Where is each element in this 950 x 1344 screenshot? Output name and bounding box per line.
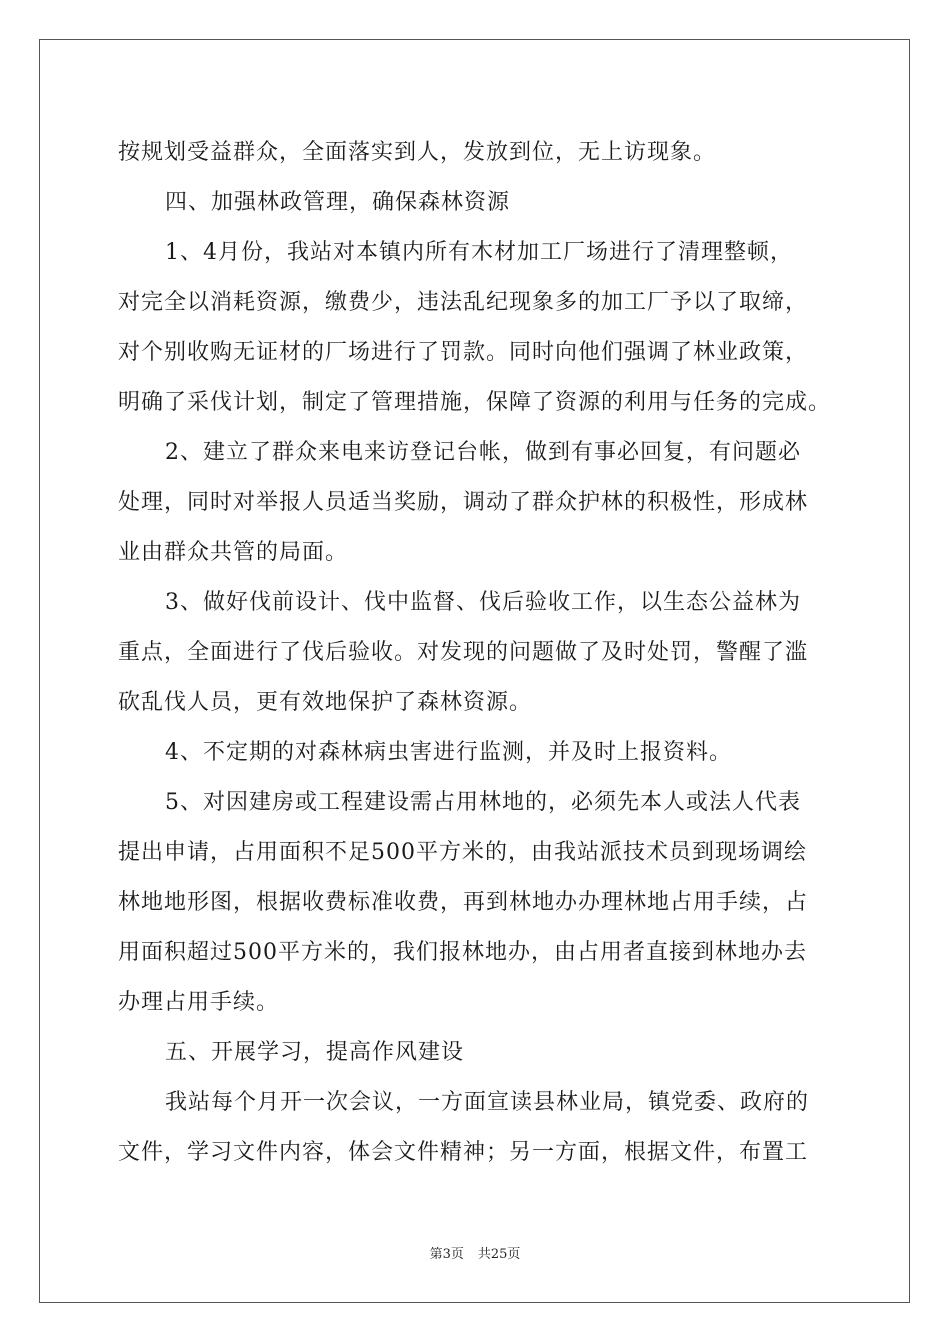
text-line-6: 明确了采伐计划，制定了管理措施，保障了资源的利用与任务的完成。	[118, 390, 832, 415]
text-line-9: 业由群众共管的局面。	[118, 540, 349, 565]
page-footer	[0, 1243, 950, 1262]
text-line-15: 提出申请，占用面积不足500平方米的，由我站派技术员到现场调绘	[118, 840, 807, 865]
text-line-16: 林地地形图，根据收费标准收费，再到林地办办理林地占用手续，占	[118, 890, 809, 915]
text-line-14: 5、对因建房或工程建设需占用林地的，必须先本人或法人代表	[165, 790, 801, 815]
page-number: 第3页	[429, 1247, 464, 1262]
text-line-5: 对个别收购无证材的厂场进行了罚款。同时向他们强调了林业政策，	[118, 340, 809, 365]
text-line-1: 按规划受益群众，全面落实到人，发放到位，无上访现象。	[118, 140, 717, 165]
text-line-4: 对完全以消耗资源，缴费少，违法乱纪现象多的加工厂予以了取缔，	[118, 290, 809, 315]
text-line-17: 用面积超过500平方米的，我们报林地办，由占用者直接到林地办去	[118, 940, 807, 965]
text-line-20: 我站每个月开一次会议，一方面宣读县林业局，镇党委、政府的	[165, 1090, 810, 1115]
text-line-7: 2、建立了群众来电来访登记台帐，做到有事必回复，有问题必	[165, 440, 801, 465]
section-heading-5: 五、开展学习，提高作风建设	[165, 1040, 465, 1065]
section-heading-4: 四、加强林政管理，确保森林资源	[165, 190, 511, 215]
text-line-10: 3、做好伐前设计、伐中监督、伐后验收工作，以生态公益林为	[165, 590, 801, 615]
text-line-13: 4、不定期的对森林病虫害进行监测，并及时上报资料。	[165, 740, 732, 765]
page-total: 共25页	[477, 1247, 521, 1262]
text-line-18: 办理占用手续。	[118, 990, 280, 1015]
text-line-12: 砍乱伐人员，更有效地保护了森林资源。	[118, 690, 533, 715]
text-line-8: 处理，同时对举报人员适当奖励，调动了群众护林的积极性，形成林	[118, 490, 809, 515]
text-line-11: 重点，全面进行了伐后验收。对发现的问题做了及时处罚，警醒了滥	[118, 640, 809, 665]
text-line-3: 1、4月份，我站对本镇内所有木材加工厂场进行了清理整顿，	[165, 240, 793, 265]
text-line-21: 文件，学习文件内容，体会文件精神；另一方面，根据文件，布置工	[118, 1140, 809, 1165]
document-body	[118, 128, 838, 1178]
